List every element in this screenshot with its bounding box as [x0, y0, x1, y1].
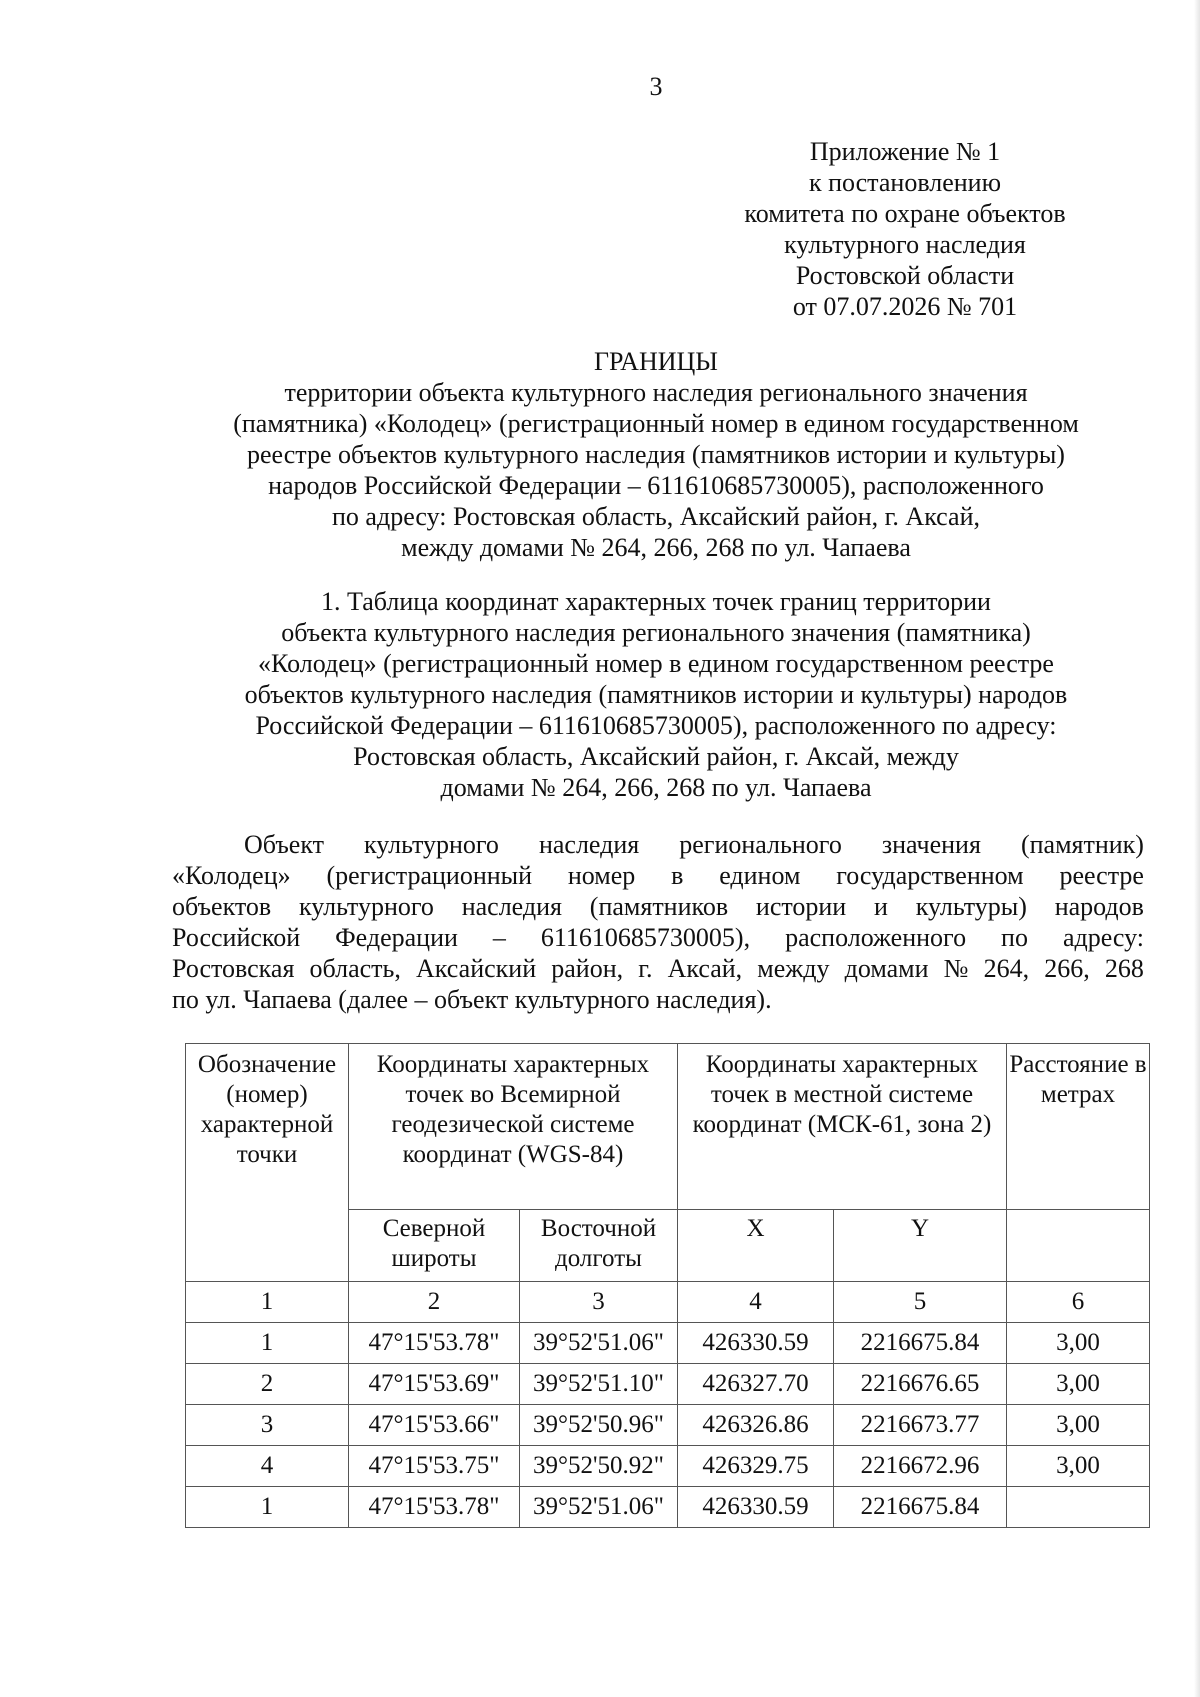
- caption-line: «Колодец» (регистрационный номер в едином государственном реестре: [258, 649, 1054, 678]
- intro-line: [172, 829, 1144, 860]
- cell-longitude: 39°52'51.10": [520, 1364, 678, 1405]
- column-number: 1: [186, 1282, 349, 1323]
- intro-line: [172, 891, 1144, 922]
- intro-line: [172, 922, 1144, 953]
- cell-point: 2: [186, 1364, 349, 1405]
- cell-distance: 3,00: [1007, 1446, 1150, 1487]
- intro-word: №: [943, 954, 969, 983]
- cell-latitude: 47°15'53.78": [349, 1487, 520, 1528]
- cell-distance: 3,00: [1007, 1323, 1150, 1364]
- caption-line: Российской Федерации – 611610685730005), расположенного по адресу:: [255, 711, 1057, 740]
- intro-word: 268: [1104, 954, 1144, 983]
- intro-word: Российской: [172, 923, 301, 952]
- appendix-line: комитета по охране объектов: [744, 199, 1066, 228]
- caption-line: 1. Таблица координат характерных точек границ территории: [321, 587, 991, 616]
- cell-y: 2216675.84: [834, 1323, 1007, 1364]
- cell-x: 426327.70: [678, 1364, 834, 1405]
- cell-x: 426330.59: [678, 1323, 834, 1364]
- intro-word: 264,: [983, 954, 1030, 983]
- cell-y: 2216673.77: [834, 1405, 1007, 1446]
- cell-distance: 3,00: [1007, 1405, 1150, 1446]
- table-row: [186, 1446, 1150, 1487]
- intro-word: Аксай,: [667, 954, 743, 983]
- cell-x: 426329.75: [678, 1446, 834, 1487]
- cell-longitude: 39°52'50.96": [520, 1405, 678, 1446]
- intro-word: едином: [719, 861, 801, 890]
- intro-word: –: [492, 923, 506, 952]
- intro-word: (памятников: [589, 892, 729, 921]
- intro-line: [172, 953, 1144, 984]
- appendix-line: культурного наследия: [784, 230, 1026, 259]
- cell-y: 2216672.96: [834, 1446, 1007, 1487]
- intro-word: культуры): [915, 892, 1027, 921]
- intro-word: Федерации: [335, 923, 458, 952]
- intro-word: область,: [309, 954, 401, 983]
- intro-word: государственном: [836, 861, 1024, 890]
- header-msk: Координаты характерных точек в местной системе координат (МСК-61, зона 2): [678, 1044, 1007, 1210]
- caption-line: домами № 264, 266, 268 по ул. Чапаева: [440, 773, 872, 802]
- intro-word: истории: [755, 892, 847, 921]
- intro-word: и: [874, 892, 888, 921]
- cell-latitude: 47°15'53.78": [349, 1323, 520, 1364]
- caption-line: объектов культурного наследия (памятников истории и культуры) народов: [244, 680, 1068, 709]
- column-number: 6: [1007, 1282, 1150, 1323]
- cell-point: 3: [186, 1405, 349, 1446]
- appendix-line: к постановлению: [808, 168, 1002, 197]
- intro-word: Ростовская: [172, 954, 295, 983]
- intro-word: наследия: [461, 892, 562, 921]
- cell-latitude: 47°15'53.66": [349, 1405, 520, 1446]
- intro-word: номер: [567, 861, 636, 890]
- cell-point: 1: [186, 1487, 349, 1528]
- intro-word: между: [757, 954, 830, 983]
- page-edge: [1194, 0, 1200, 1697]
- cell-latitude: 47°15'53.75": [349, 1446, 520, 1487]
- intro-word: район,: [551, 954, 624, 983]
- column-number: 2: [349, 1282, 520, 1323]
- cell-distance: [1007, 1487, 1150, 1528]
- intro-word: Объект: [244, 830, 324, 859]
- header-east-longitude: Восточной долготы: [520, 1210, 678, 1282]
- intro-word: по: [1001, 923, 1028, 952]
- page-number: 3: [649, 72, 663, 101]
- intro-word: расположенного: [785, 923, 967, 952]
- title-line: по адресу: Ростовская область, Аксайский район, г. Аксай,: [332, 502, 980, 531]
- table-row: [186, 1364, 1150, 1405]
- cell-y: 2216676.65: [834, 1364, 1007, 1405]
- title-line: реестре объектов культурного наследия (памятников истории и культуры): [247, 440, 1065, 469]
- title-line: народов Российской Федерации – 611610685730005), расположенного: [268, 471, 1044, 500]
- title-line: территории объекта культурного наследия регионального значения: [284, 378, 1028, 407]
- appendix-line: от 07.07.2026 № 701: [792, 292, 1018, 321]
- intro-word: культурного: [364, 830, 499, 859]
- appendix-line: Ростовской области: [795, 261, 1015, 290]
- header-north-latitude: Северной широты: [349, 1210, 520, 1282]
- caption-line: Ростовская область, Аксайский район, г. Аксай, между: [353, 742, 959, 771]
- document-title: [150, 346, 1162, 563]
- title-line: (памятника) «Колодец» (регистрационный номер в едином государственном: [233, 409, 1079, 438]
- title-heading: ГРАНИЦЫ: [594, 347, 718, 376]
- header-y: Y: [834, 1210, 1007, 1282]
- appendix-block: [680, 136, 1130, 322]
- intro-word: 611610685730005),: [540, 923, 751, 952]
- cell-distance: 3,00: [1007, 1364, 1150, 1405]
- intro-word: г.: [638, 954, 653, 983]
- column-number-row: [186, 1282, 1150, 1323]
- table-row: [186, 1405, 1150, 1446]
- intro-word: культурного: [298, 892, 434, 921]
- header-wgs: Координаты характерных точек во Всемирной геодезической системе координат (WGS-84): [349, 1044, 678, 1210]
- column-number: 4: [678, 1282, 834, 1323]
- cell-point: 1: [186, 1323, 349, 1364]
- header-empty-cell: [1007, 1210, 1150, 1282]
- intro-word: наследия: [538, 830, 640, 859]
- table-row: [186, 1323, 1150, 1364]
- intro-word: значения: [881, 830, 981, 859]
- coordinates-table: [185, 1043, 1150, 1528]
- cell-longitude: 39°52'50.92": [520, 1446, 678, 1487]
- cell-x: 426330.59: [678, 1487, 834, 1528]
- intro-word: народов: [1054, 892, 1144, 921]
- column-number: 3: [520, 1282, 678, 1323]
- header-designation: Обозначение (номер) характерной точки: [186, 1044, 349, 1282]
- intro-word: «Колодец»: [172, 861, 291, 890]
- intro-word: 266,: [1044, 954, 1090, 983]
- intro-word: в: [671, 861, 684, 890]
- intro-line: [172, 984, 1144, 1015]
- intro-word: регионального: [679, 830, 842, 859]
- title-line: между домами № 264, 266, 268 по ул. Чапаева: [401, 533, 911, 562]
- cell-x: 426326.86: [678, 1405, 834, 1446]
- cell-point: 4: [186, 1446, 349, 1487]
- intro-line: [172, 860, 1144, 891]
- intro-word: объектов: [172, 892, 272, 921]
- intro-word: по ул. Чапаева (далее – объект культурного наследия).: [172, 985, 772, 1014]
- intro-word: Аксайский: [416, 954, 537, 983]
- cell-latitude: 47°15'53.69": [349, 1364, 520, 1405]
- table-row: [186, 1487, 1150, 1528]
- intro-word: реестре: [1059, 861, 1144, 890]
- appendix-line: Приложение № 1: [809, 137, 1001, 166]
- column-number: 5: [834, 1282, 1007, 1323]
- table-caption: [150, 586, 1162, 803]
- header-distance: Расстояние в метрах: [1007, 1044, 1150, 1210]
- cell-y: 2216675.84: [834, 1487, 1007, 1528]
- caption-line: объекта культурного наследия регионального значения (памятника): [281, 618, 1031, 647]
- intro-word: (памятник): [1020, 830, 1144, 859]
- intro-paragraph: [172, 829, 1144, 1015]
- intro-word: адресу:: [1062, 923, 1144, 952]
- intro-word: (регистрационный: [326, 861, 533, 890]
- header-x: X: [678, 1210, 834, 1282]
- cell-longitude: 39°52'51.06": [520, 1323, 678, 1364]
- cell-longitude: 39°52'51.06": [520, 1487, 678, 1528]
- intro-word: домами: [844, 954, 929, 983]
